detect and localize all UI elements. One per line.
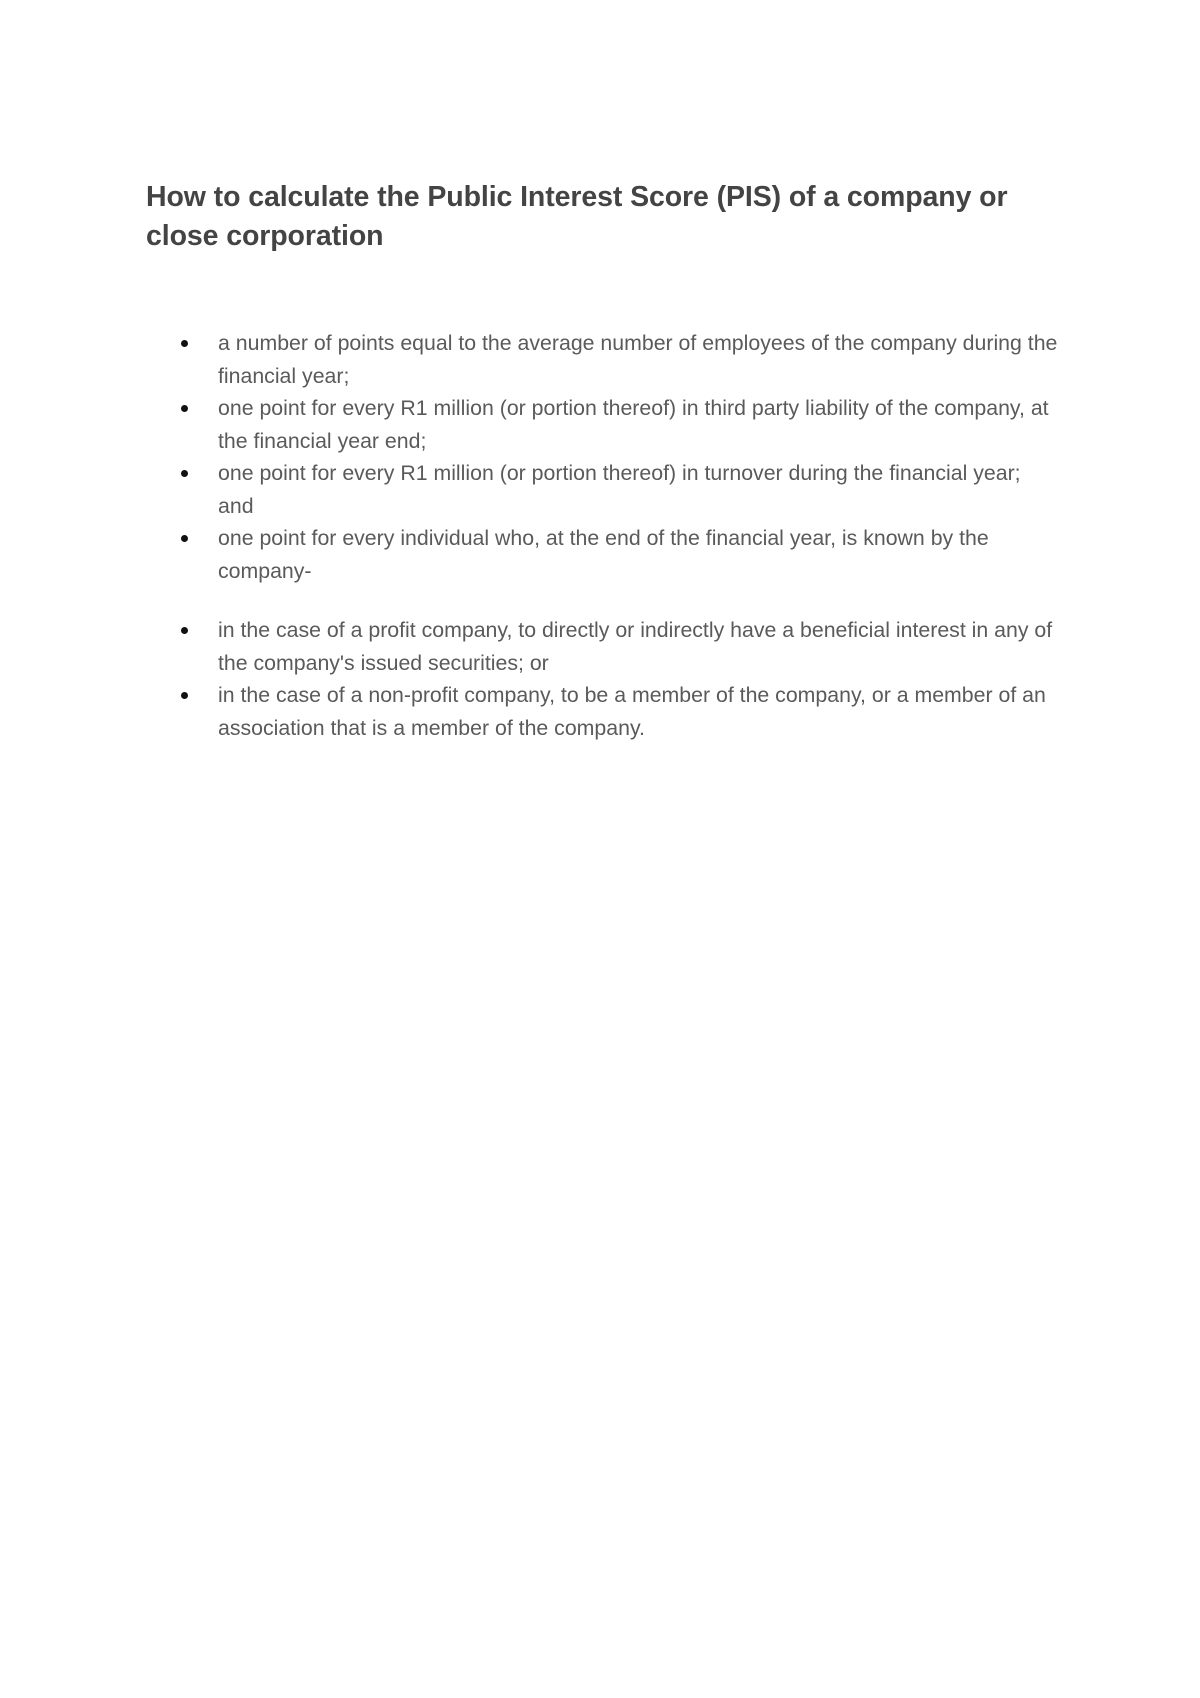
bullet-icon bbox=[181, 405, 188, 412]
list-item bbox=[146, 679, 1058, 744]
bullet-icon bbox=[181, 535, 188, 542]
list-item-text: in the case of a profit company, to directly or indirectly have a beneficial interest in any of the company's issued securities; or bbox=[218, 618, 1053, 675]
bullet-icon bbox=[181, 470, 188, 477]
bullet-icon bbox=[181, 340, 188, 347]
bullet-icon bbox=[181, 692, 188, 699]
document-page bbox=[146, 178, 1058, 744]
pis-criteria-list bbox=[146, 327, 1058, 587]
list-item bbox=[146, 457, 1058, 522]
page-title: How to calculate the Public Interest Score (PIS) of a company or close corporation bbox=[146, 181, 1008, 252]
list-item bbox=[146, 392, 1058, 457]
list-item-text: in the case of a non-profit company, to be a member of the company, or a member of an association that is a member of the company. bbox=[218, 683, 1046, 740]
list-item bbox=[146, 614, 1058, 679]
individual-criteria-list bbox=[146, 614, 1053, 744]
list-item-text: one point for every R1 million (or portion thereof) in third party liability of the company, at the financial year end; bbox=[218, 396, 1049, 453]
bullet-icon bbox=[181, 627, 188, 634]
list-item-text: one point for every R1 million (or portion thereof) in turnover during the financial year; and bbox=[218, 461, 1021, 518]
list-item bbox=[146, 327, 1058, 392]
list-item-text: a number of points equal to the average number of employees of the company during the financial year; bbox=[218, 331, 1058, 388]
list-item-text: one point for every individual who, at the end of the financial year, is known by the company- bbox=[218, 526, 989, 583]
list-item bbox=[146, 522, 1058, 587]
